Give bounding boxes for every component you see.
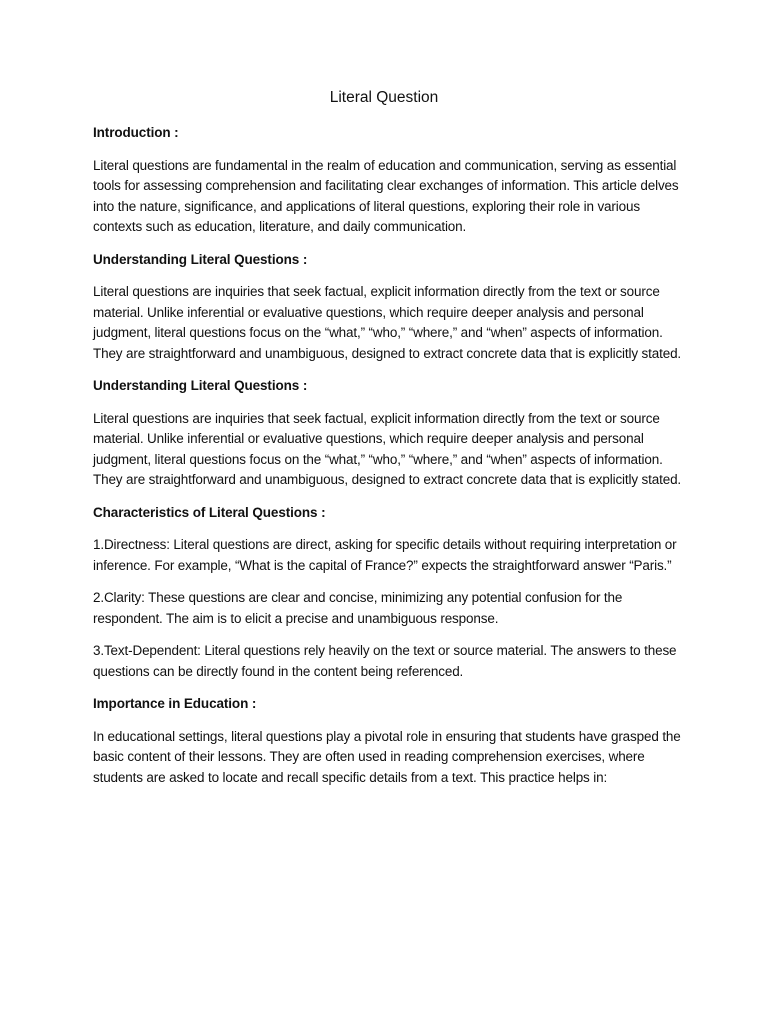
list-paragraph-clarity: 2.Clarity: These questions are clear and concise, minimizing any potential confusion for the respondent. The aim is to elicit a precise and unambiguous response. [93, 590, 623, 626]
section-heading: Understanding Literal Questions : [93, 251, 308, 267]
section-heading: Understanding Literal Questions : [93, 378, 308, 393]
list-paragraph-text-dependent: 3.Text-Dependent: Literal questions rely heavily on the text or source material. The answers to these questions can be directly found in the content being referenced. [93, 643, 677, 679]
section-importance-in-education [93, 694, 683, 788]
document-title: Literal Question [329, 89, 439, 106]
section-understanding-literal-questions [93, 250, 683, 365]
paragraph: In educational settings, literal questions play a pivotal role in ensuring that students have grasped the basic content of their lessons. They are often used in reading comprehension exercises, where students are asked to locate and recall specific details from a text. This practice helps in: [93, 728, 681, 785]
paragraph: Literal questions are inquiries that seek factual, explicit information directly from the text or source material. Unlike inferential or evaluative questions, which require deeper analysis and personal judgment, literal questions focus on the “what,” “who,” “where,” and “when” aspects of information. They are straightforward and unambiguous, designed to extract concrete data that is explicitly stated. [93, 284, 682, 361]
paragraph: Literal questions are inquiries that seek factual, explicit information directly from the text or source material. Unlike inferential or evaluative questions, which require deeper analysis and personal judgment, literal questions focus on the “what,” “who,” “where,” and “when” aspects of information. They are straightforward and unambiguous, designed to extract concrete data that is explicitly stated. [93, 410, 682, 487]
document-body [93, 123, 683, 800]
section-heading: Importance in Education : [93, 696, 257, 711]
section-understanding-literal-questions-repeat [93, 376, 683, 491]
section-heading: Introduction : [93, 125, 179, 140]
paragraph: Literal questions are fundamental in the realm of education and communication, serving as essential tools for assessing comprehension and facilitating clear exchanges of information. This article delves into the nature, significance, and applications of literal questions, exploring their role in various contexts such as education, literature, and daily communication. [93, 157, 679, 234]
section-introduction [93, 123, 683, 238]
section-characteristics [93, 503, 683, 683]
list-paragraph-directness: 1.Directness: Literal questions are direct, asking for specific details without requiring interpretation or inference. For example, “What is the capital of France?” expects the straightforward answer “Paris.” [93, 537, 677, 573]
section-heading: Characteristics of Literal Questions : [93, 504, 326, 520]
